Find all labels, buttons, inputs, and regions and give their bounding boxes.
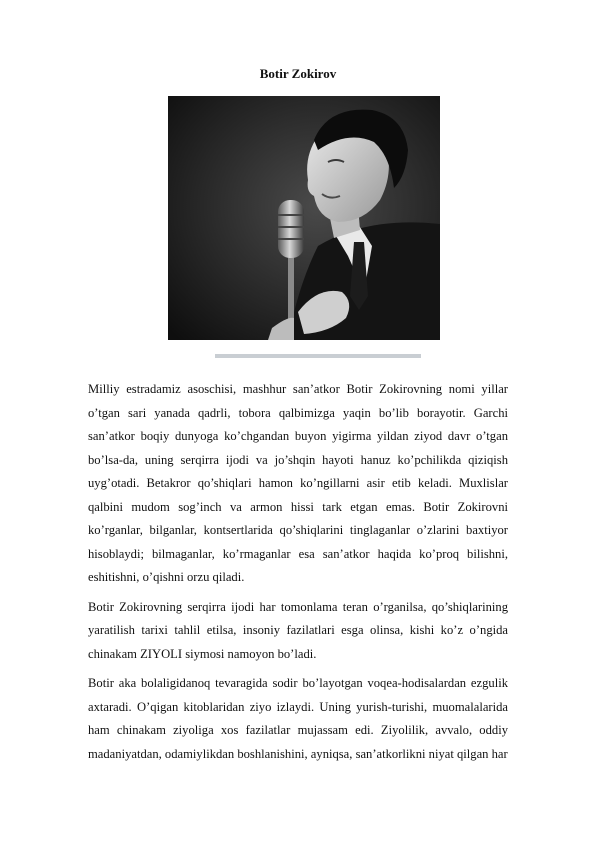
paragraph-3: Botir aka bolaligidanoq tevaragida sodir bo’layotgan voqea-hodisalardan ezgulik axtaradi. O’qigan kitoblaridan ziyo izlaydi. Uning yurish-turishi, muomalalarida ham chinakam ziyoliga xos fazilatlar mujassam edi. Ziyolilik, avvalo, oddiy madaniyatdan, odamiylikdan boshlanishini, ayniqsa, san’atkorlikni niyat qilgan har — [88, 676, 508, 761]
singer-with-microphone-image — [168, 96, 440, 340]
article-body — [88, 368, 508, 772]
image-caption-bar — [215, 354, 421, 358]
portrait-photo — [168, 96, 440, 340]
paragraph-2: Botir Zokirovning serqirra ijodi har tomonlama teran o’rganilsa, qo’shiqlarining yaratilish tarixi tahlil etilsa, insoniy fazilatlari esga olinsa, kishi ko’z o’ngida chinakam ZIYOLI siymosi namoyon bo’ladi. — [88, 599, 508, 661]
paragraph-1: Milliy estradamiz asoschisi, mashhur san’atkor Botir Zokirovning nomi yillar o’tgan sari yanada qadrli, tobora qalbimizga yaqin bo’lib borayotir. Garchi san’atkor boqiy dunyoga ko’chgandan buyon yigirma yildan ziyod davr o’tgan bo’lsa-da, uning serqirra ijodi va jo’shqin hayoti hanuz ko’pchilikda qiziqish uyg’otadi. Betakror qo’shiqlari hamon ko’ngillarni asir etib keladi. Muxlislar qalbini mudom sog’inch va armon hissi tark etgan emas. Botir Zokirovni ko’rganlar, bilganlar, kontsertlarida qo’shiqlarini tinglaganlar o’zlarini baxtiyor hisoblaydi; bilmaganlar, ko’rmaganlar esa san’atkor haqida ko’proq bilishni, eshitishni, o’qishni orzu qiladi. — [88, 382, 508, 584]
document-title: Botir Zokirov — [259, 66, 337, 81]
